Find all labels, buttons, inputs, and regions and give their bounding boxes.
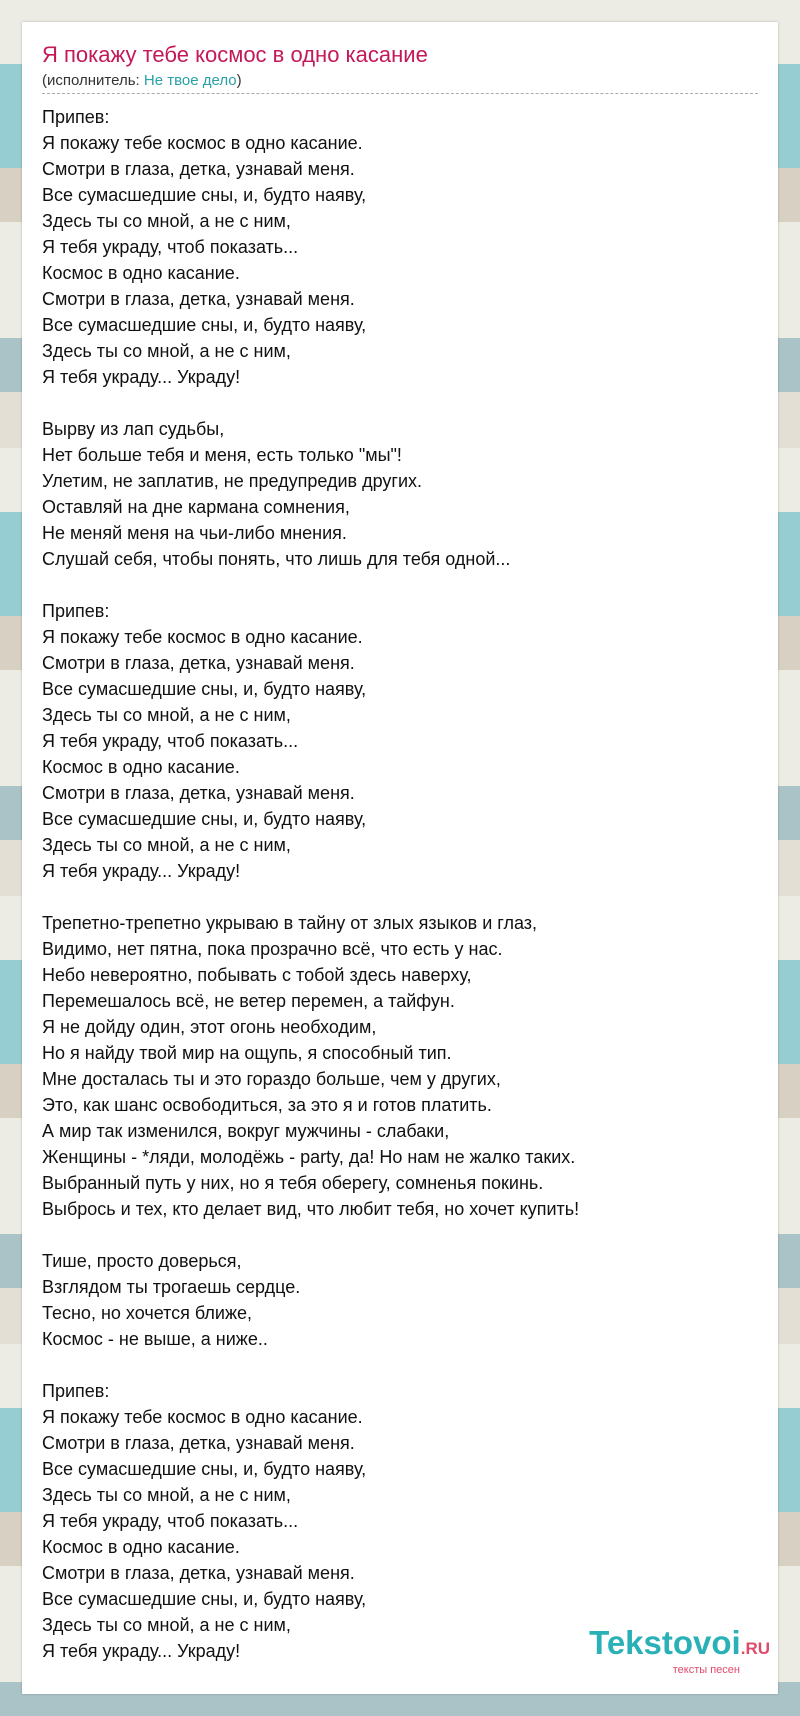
- lyrics-line: Слушай себя, чтобы понять, что лишь для тебя одной...: [42, 549, 511, 569]
- lyrics-line: Припев:: [42, 1381, 110, 1401]
- lyrics-line: Я покажу тебе космос в одно касание.: [42, 133, 363, 153]
- lyrics-line: Я тебя украду, чтоб показать...: [42, 731, 299, 751]
- lyrics-line: Оставляй на дне кармана сомнения,: [42, 497, 350, 517]
- lyrics-line: Вырву из лап судьбы,: [42, 419, 225, 439]
- lyrics-line: Не меняй меня на чьи-либо мнения.: [42, 523, 347, 543]
- logo-tld: .RU: [740, 1639, 770, 1658]
- lyrics-line: Я не дойду один, этот огонь необходим,: [42, 1017, 377, 1037]
- performer-link[interactable]: Не твое дело: [143, 72, 237, 89]
- lyrics-line: Но я найду твой мир на ощупь, я способный тип.: [42, 1043, 452, 1063]
- lyrics-line: Видимо, нет пятна, пока прозрачно всё, что есть у нас.: [42, 939, 503, 959]
- lyrics-line: Мне досталась ты и это гораздо больше, чем у других,: [42, 1069, 501, 1089]
- lyrics-line: Это, как шанс освободиться, за это я и готов платить.: [42, 1095, 492, 1115]
- lyrics-line: Космос в одно касание.: [42, 263, 240, 283]
- lyrics-line: Перемешалось всё, не ветер перемен, а тайфун.: [42, 991, 455, 1011]
- song-title: Я покажу тебе космос в одно касание: [42, 42, 428, 67]
- lyrics-line: Космос - не выше, а ниже..: [42, 1329, 268, 1349]
- lyrics-line: Все сумасшедшие сны, и, будто наяву,: [42, 679, 367, 699]
- lyrics-stanza: [42, 1248, 758, 1352]
- lyrics-line: Я тебя украду... Украду!: [42, 1641, 241, 1661]
- lyrics-line: Здесь ты со мной, а не с ним,: [42, 1615, 291, 1635]
- lyrics-line: Я покажу тебе космос в одно касание.: [42, 627, 363, 647]
- lyrics-text: [42, 104, 758, 1690]
- lyrics-line: Тесно, но хочется ближе,: [42, 1303, 253, 1323]
- lyrics-line: Я тебя украду, чтоб показать...: [42, 1511, 299, 1531]
- lyrics-line: Выбрось и тех, кто делает вид, что любит тебя, но хочет купить!: [42, 1199, 580, 1219]
- lyrics-stanza: [42, 910, 758, 1222]
- lyrics-card: [22, 22, 778, 1694]
- lyrics-line: Смотри в глаза, детка, узнавай меня.: [42, 1433, 355, 1453]
- lyrics-line: Все сумасшедшие сны, и, будто наяву,: [42, 185, 367, 205]
- lyrics-line: Тише, просто доверься,: [42, 1251, 242, 1271]
- performer-line: [42, 72, 242, 89]
- logo-wordmark: [589, 1626, 770, 1666]
- lyrics-line: Выбранный путь у них, но я тебя оберегу, сомненья покинь.: [42, 1173, 544, 1193]
- lyrics-line: А мир так изменился, вокруг мужчины - слабаки,: [42, 1121, 450, 1141]
- lyrics-line: Смотри в глаза, детка, узнавай меня.: [42, 783, 355, 803]
- lyrics-line: Нет больше тебя и меня, есть только "мы"!: [42, 445, 402, 465]
- lyrics-line: Здесь ты со мной, а не с ним,: [42, 705, 291, 725]
- lyrics-line: Женщины - *ляди, молодёжь - party, да! Но нам не жалко таких.: [42, 1147, 576, 1167]
- lyrics-stanza: [42, 104, 758, 390]
- lyrics-line: Трепетно-трепетно укрываю в тайну от злых языков и глаз,: [42, 913, 538, 933]
- lyrics-line: Смотри в глаза, детка, узнавай меня.: [42, 653, 355, 673]
- lyrics-line: Взглядом ты трогаешь сердце.: [42, 1277, 301, 1297]
- lyrics-line: Я покажу тебе космос в одно касание.: [42, 1407, 363, 1427]
- lyrics-line: Я тебя украду... Украду!: [42, 861, 241, 881]
- lyrics-line: Я тебя украду, чтоб показать...: [42, 237, 299, 257]
- lyrics-line: Смотри в глаза, детка, узнавай меня.: [42, 1563, 355, 1583]
- lyrics-line: Здесь ты со мной, а не с ним,: [42, 341, 291, 361]
- lyrics-line: Я тебя украду... Украду!: [42, 367, 241, 387]
- lyrics-line: Здесь ты со мной, а не с ним,: [42, 835, 291, 855]
- lyrics-line: Все сумасшедшие сны, и, будто наяву,: [42, 809, 367, 829]
- lyrics-line: Космос в одно касание.: [42, 757, 240, 777]
- lyrics-line: Все сумасшедшие сны, и, будто наяву,: [42, 315, 367, 335]
- lyrics-line: Космос в одно касание.: [42, 1537, 240, 1557]
- logo-tagline: тексты песен: [672, 1664, 740, 1676]
- lyrics-stanza: [42, 1378, 758, 1664]
- performer-suffix: ): [236, 72, 242, 89]
- lyrics-line: Смотри в глаза, детка, узнавай меня.: [42, 289, 355, 309]
- lyrics-stanza: [42, 598, 758, 884]
- lyrics-line: Все сумасшедшие сны, и, будто наяву,: [42, 1589, 367, 1609]
- lyrics-line: Все сумасшедшие сны, и, будто наяву,: [42, 1459, 367, 1479]
- performer-prefix: (исполнитель:: [42, 72, 144, 89]
- lyrics-line: Припев:: [42, 601, 110, 621]
- lyrics-line: Припев:: [42, 107, 110, 127]
- lyrics-line: Улетим, не заплатив, не предупредив других.: [42, 471, 423, 491]
- lyrics-line: Смотри в глаза, детка, узнавай меня.: [42, 159, 355, 179]
- lyrics-line: Здесь ты со мной, а не с ним,: [42, 1485, 291, 1505]
- lyrics-line: Небо невероятно, побывать с тобой здесь наверху,: [42, 965, 472, 985]
- lyrics-line: Здесь ты со мной, а не с ним,: [42, 211, 291, 231]
- logo-name: Tekstovoi: [589, 1624, 741, 1661]
- title-divider: [42, 93, 758, 94]
- site-logo[interactable]: [589, 1626, 770, 1676]
- lyrics-stanza: [42, 416, 758, 572]
